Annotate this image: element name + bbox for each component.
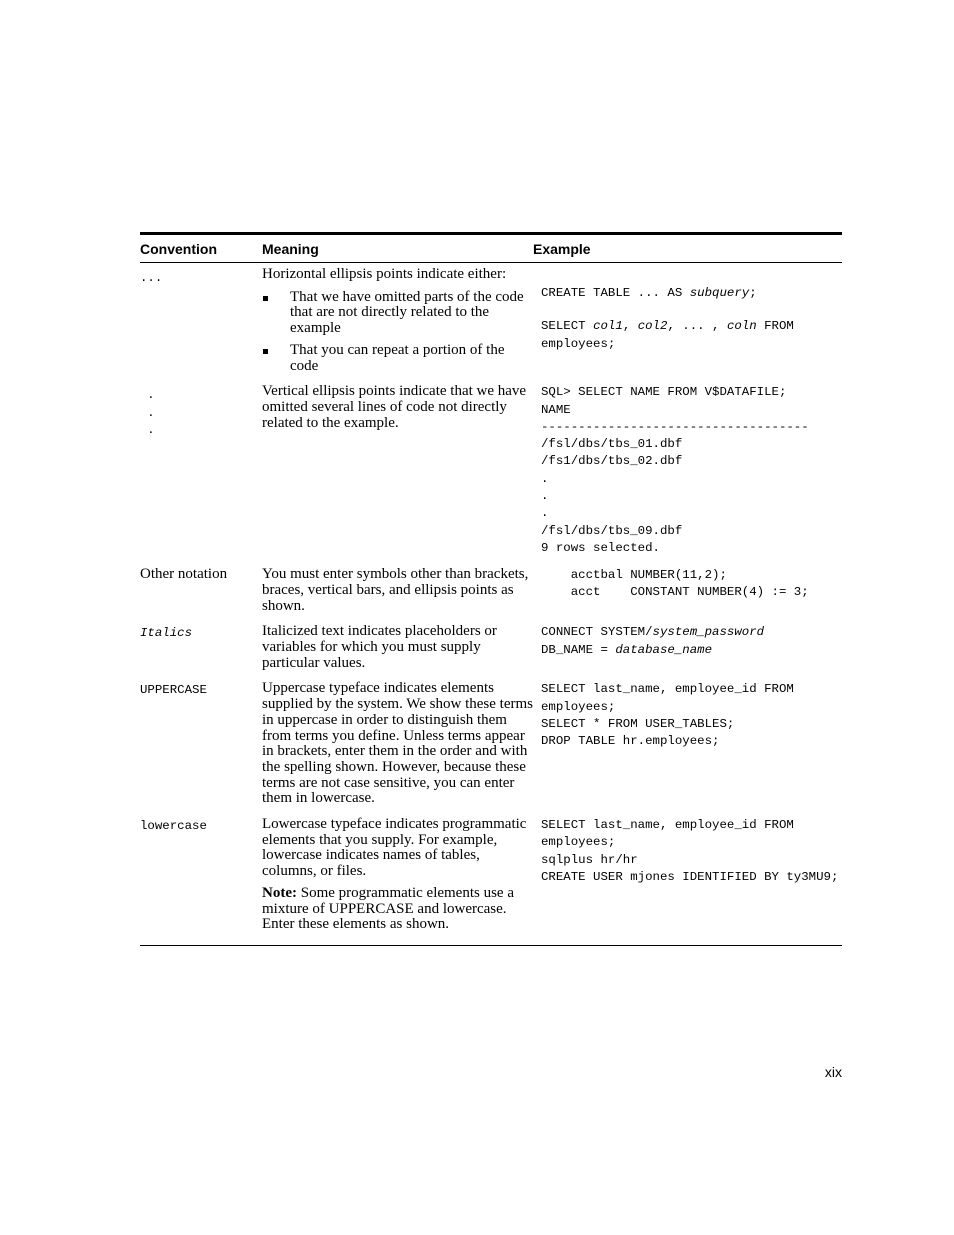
code-line [541,624,842,641]
code-line: acctbal NUMBER(11,2); [541,568,727,583]
code-placeholder: coln [726,319,757,334]
code-line: sqlplus hr/hr [541,852,638,867]
bullet-icon [263,296,268,301]
code-line: CREATE USER mjones IDENTIFIED BY ty3MU9; [541,869,839,884]
code-placeholder: subquery [689,286,750,300]
bullet-text: That you can repeat a portion of the code [290,341,505,374]
meaning-cell [262,817,541,943]
table-header [140,235,842,263]
code-line [541,642,842,659]
table-row-other-notation [140,567,842,624]
note-label: Note: [262,884,297,901]
vertical-dot: . [149,386,153,403]
code-line: NAME [541,402,571,417]
code-line: /fs1/dbs/tbs_02.dbf [541,454,683,469]
code-line: employees; [541,699,616,714]
code-text: , ... , [667,319,727,334]
code-line: employees; [541,835,616,850]
example-cell [541,267,842,384]
convention-cell: ... [140,271,163,285]
code-placeholder: system_password [652,625,765,640]
code-line: ------------------------------------ [541,419,809,434]
header-convention: Convention [140,240,217,257]
code-line: SELECT last_name, employee_id FROM [541,682,794,697]
code-text: CONNECT SYSTEM/ [541,625,653,640]
code-text: CREATE TABLE ... AS [541,286,690,300]
convention-cell: Italics [140,626,193,641]
meaning-intro: Horizontal ellipsis points indicate either: [262,266,507,282]
code-text: employees; [541,336,616,351]
code-text: DB_NAME = [541,642,616,657]
code-line: /fsl/dbs/tbs_01.dbf [541,437,683,452]
table-row-vertical-ellipsis [140,384,842,567]
code-line: /fsl/dbs/tbs_09.dbf [541,523,683,538]
list-item [262,343,533,374]
code-example [541,318,842,353]
meaning-cell: Uppercase typeface indicates elements supplied by the system. We show these terms in uppercase in order to distinguish them from terms you define. Unless terms appear in brackets, enter them in the order and with the spelling shown. However, because these terms are not case sensitive, you can enter them in lowercase. [262,680,533,807]
code-placeholder: col1 [593,319,623,334]
convention-cell [140,384,262,567]
code-line: . [541,471,549,486]
code-text: ; [749,286,757,300]
example-cell [541,567,842,624]
page-number: xix [824,1064,842,1080]
code-line: DROP TABLE hr.employees; [541,734,720,749]
table-row-horizontal-ellipsis [140,267,842,384]
code-example [541,285,842,302]
meaning-cell: You must enter symbols other than brackets, braces, vertical bars, and ellipsis points as shown. [262,566,529,614]
meaning-text: Lowercase typeface indicates programmatic elements that you supply. For example, lowercase indicates names of tables, columns, or files. [262,816,527,880]
bullet-list [262,290,533,375]
vertical-dot: . [149,421,153,438]
code-text: , [622,319,638,334]
code-line: acct CONSTANT NUMBER(4) := 3; [541,585,809,600]
table-row-lowercase [140,817,842,943]
bullet-text: That we have omitted parts of the code that are not directly related to the example [290,288,524,337]
code-line: . [541,489,549,503]
code-line: . [541,506,549,521]
list-item [262,290,533,337]
bullet-icon [263,349,268,354]
meaning-cell: Vertical ellipsis points indicate that we have omitted several lines of code not directly related to the example. [262,383,527,431]
table-body [140,263,842,943]
code-line: SQL> SELECT NAME FROM V$DATAFILE; [541,385,787,400]
code-line: 9 rows selected. [541,540,660,555]
example-cell [541,681,842,817]
convention-cell: Other notation [140,566,228,583]
code-text: SELECT [541,319,594,334]
header-example: Example [533,240,591,257]
meaning-cell: Italicized text indicates placeholders or variables for which you must supply particular values. [262,623,497,671]
table-row-italics [140,624,842,681]
example-cell [541,817,842,943]
code-placeholder: col2 [637,319,668,334]
code-line: SELECT * FROM USER_TABLES; [541,717,735,731]
example-cell [541,624,842,681]
example-cell [541,384,842,567]
code-text: FROM [756,319,794,334]
convention-cell: UPPERCASE [140,683,207,698]
meaning-cell [262,267,541,384]
code-line: SELECT last_name, employee_id FROM [541,818,794,833]
vertical-dot: . [149,403,153,420]
note-text: Some programmatic elements use a mixture of UPPERCASE and lowercase. Enter these elements as shown. [262,884,515,933]
convention-cell: lowercase [140,819,207,834]
table-bottom-rule [140,945,842,946]
conventions-table [140,232,842,946]
header-meaning: Meaning [262,240,319,257]
code-placeholder: database_name [615,642,713,657]
table-row-uppercase [140,681,842,817]
note-paragraph [262,886,533,933]
